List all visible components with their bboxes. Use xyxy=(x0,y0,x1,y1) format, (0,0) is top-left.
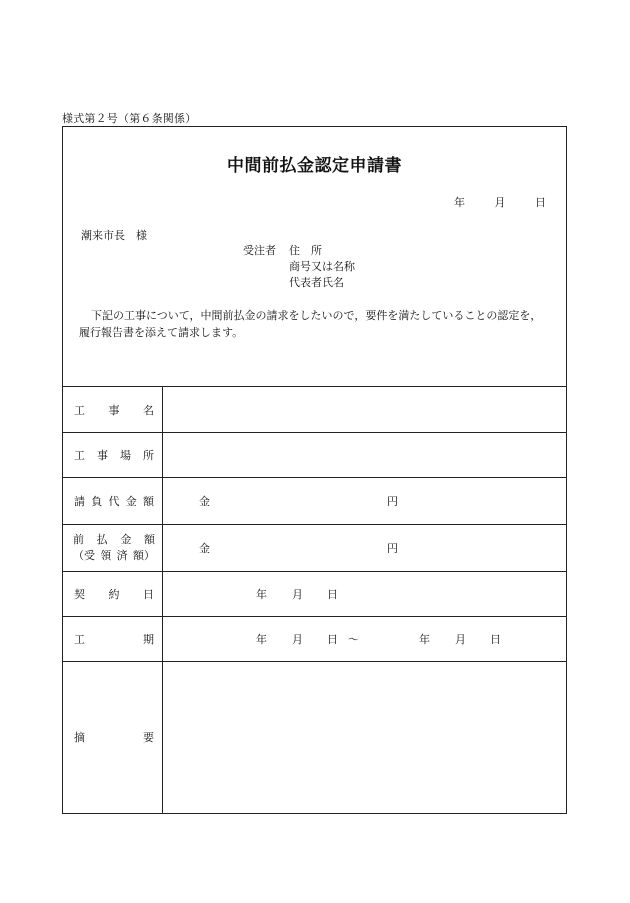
remarks-label: 摘 要 xyxy=(74,731,154,744)
contractor-company-label: 商号又は名称 xyxy=(289,260,355,273)
construction-name-label: 工 事 名 xyxy=(74,403,154,417)
advance-amount-prefix: 金 xyxy=(199,541,210,555)
period-end-month: 月 xyxy=(455,632,466,646)
construction-site-label: 工 事 場 所 xyxy=(74,448,154,462)
contract-date-day: 日 xyxy=(327,587,338,601)
contract-amount-prefix: 金 xyxy=(199,494,210,508)
table-row-advance-amount xyxy=(63,524,566,572)
period-end-day: 日 xyxy=(490,632,501,646)
construction-site-field[interactable] xyxy=(163,432,566,477)
contract-date-year: 年 xyxy=(256,587,267,601)
construction-name-field[interactable] xyxy=(163,387,566,432)
table-row-contract-amount xyxy=(63,477,566,525)
advance-amount-field[interactable] xyxy=(163,524,566,571)
addressee: 潮来市長 様 xyxy=(81,229,147,242)
table-row-construction-name xyxy=(63,387,566,433)
period-end-year: 年 xyxy=(419,632,430,646)
contract-amount-label: 請 負 代 金 額 xyxy=(74,494,154,508)
table-row-contract-date xyxy=(63,571,566,617)
application-date xyxy=(428,194,546,210)
contractor-address-label: 住 所 xyxy=(289,244,322,257)
period-start-year: 年 xyxy=(256,632,267,646)
contractor-representative-label: 代表者氏名 xyxy=(289,276,344,289)
construction-period-field[interactable] xyxy=(163,616,566,661)
request-statement: 下記の工事について，中間前払金の請求をしたいので，要件を満たしていることの認定を，履行報告書を添えて請求します。 xyxy=(79,309,542,339)
table-row-remarks xyxy=(63,661,566,813)
contract-date-month: 月 xyxy=(292,587,303,601)
date-year: 年 xyxy=(454,196,465,209)
contractor-block xyxy=(243,243,355,291)
period-start-month: 月 xyxy=(292,632,303,646)
contract-amount-field[interactable] xyxy=(163,477,566,524)
form-title: 中間前払金認定申請書 xyxy=(227,156,402,176)
date-day: 日 xyxy=(535,196,546,209)
contract-date-field[interactable] xyxy=(163,571,566,616)
details-table xyxy=(63,386,566,813)
application-form xyxy=(62,126,567,814)
table-row-construction-site xyxy=(63,432,566,478)
form-number: 様式第２号（第６条関係） xyxy=(62,112,197,125)
advance-amount-suffix: 円 xyxy=(387,541,398,555)
contract-date-label: 契 約 日 xyxy=(74,587,154,601)
advance-amount-label: 前 払 金 額 （受 領 済 額） xyxy=(73,532,155,562)
remarks-field[interactable] xyxy=(163,661,566,813)
period-separator: ～ xyxy=(348,632,359,646)
contractor-label: 受注者 xyxy=(243,244,276,257)
table-row-construction-period xyxy=(63,616,566,662)
date-month: 月 xyxy=(494,196,506,209)
construction-period-label: 工 期 xyxy=(74,632,154,646)
contract-amount-suffix: 円 xyxy=(387,494,398,508)
period-start-day: 日 xyxy=(327,632,338,646)
